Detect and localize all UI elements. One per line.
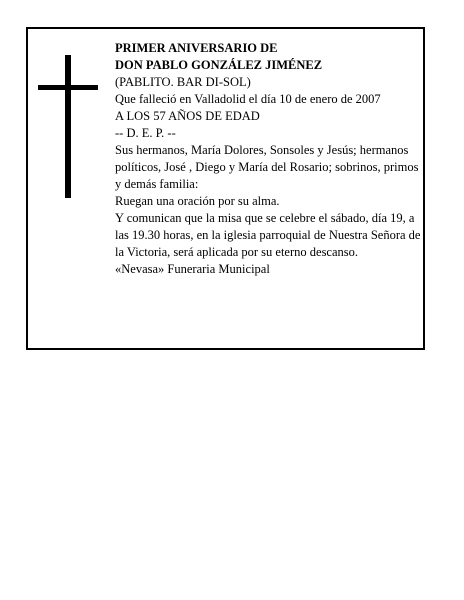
obituary-notice xyxy=(26,27,425,350)
rest-in-peace: -- D. E. P. -- xyxy=(115,126,176,140)
age-at-death: A LOS 57 AÑOS DE EDAD xyxy=(115,109,260,123)
cross-horizontal-bar xyxy=(38,85,98,90)
funeral-home: «Nevasa» Funeraria Municipal xyxy=(115,262,270,276)
death-info: Que falleció en Valladolid el día 10 de enero de 2007 xyxy=(115,92,381,106)
heading-line-1: PRIMER ANIVERSARIO DE xyxy=(115,41,278,55)
cross-vertical-bar xyxy=(65,55,71,198)
cross-icon xyxy=(38,55,98,198)
prayer-request: Ruegan una oración por su alma. xyxy=(115,194,280,208)
deceased-name: DON PABLO GONZÁLEZ JIMÉNEZ xyxy=(115,58,323,72)
family-members: Sus hermanos, María Dolores, Sonsoles y Jesús; hermanos políticos, José , Diego y María del Rosario; sobrinos, primos y demás familia: xyxy=(115,143,419,191)
nickname: (PABLITO. BAR DI-SOL) xyxy=(115,75,251,89)
mass-announcement: Y comunican que la misa que se celebre el sábado, día 19, a las 19.30 horas, en la iglesia parroquial de Nuestra Señora de la Victoria, será aplicada por su eterno descanso. xyxy=(115,211,421,259)
notice-text xyxy=(115,40,421,278)
